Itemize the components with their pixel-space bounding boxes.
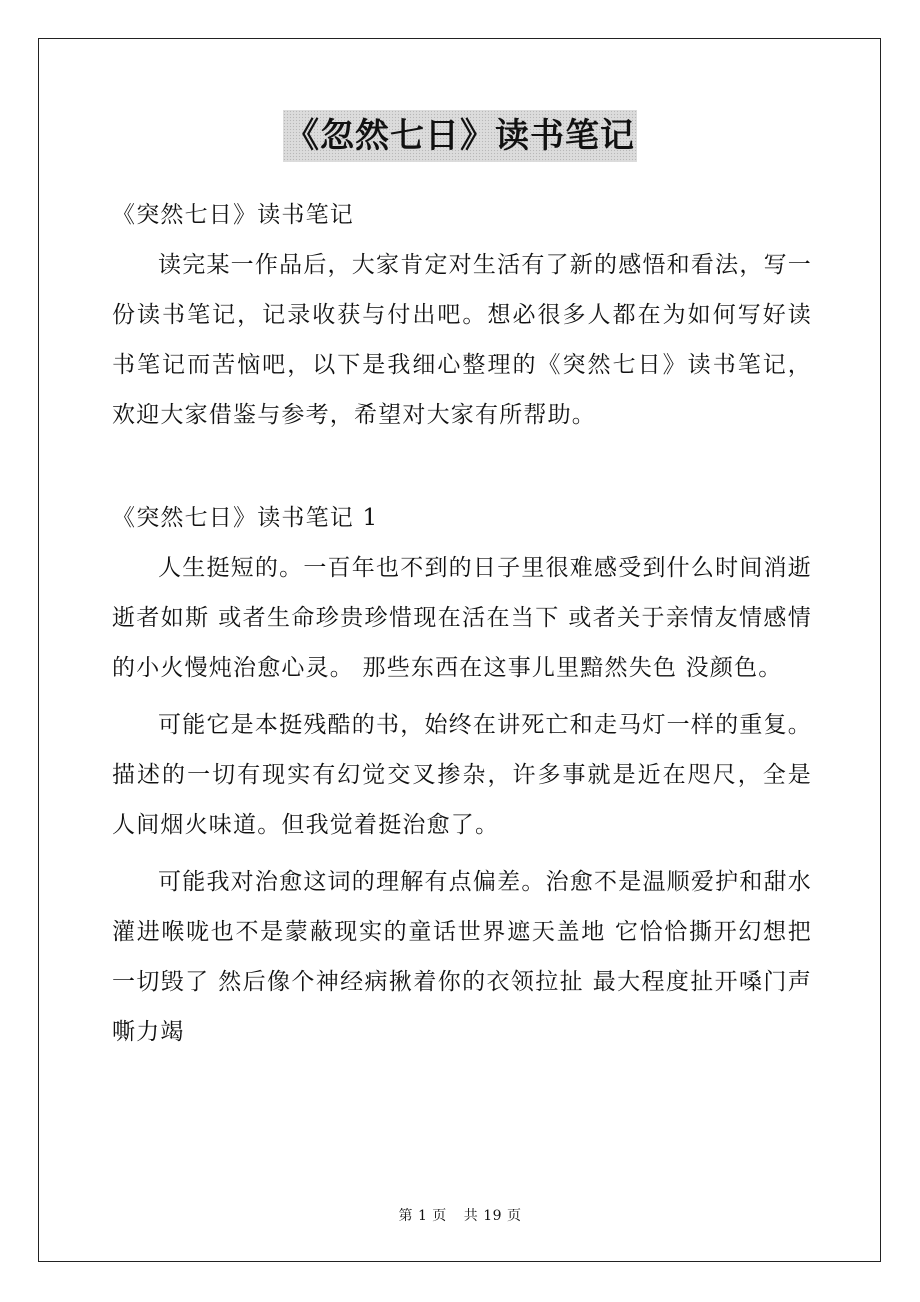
page-total: 共 19 页 [463,1208,522,1224]
page-number: 第 1 页 [398,1208,447,1224]
body-paragraph-2: 可能它是本挺残酷的书，始终在讲死亡和走马灯一样的重复。描述的一切有现实有幻觉交叉掺杂，许多事就是近在咫尺，全是人间烟火味道。但我觉着挺治愈了。 [112,712,812,838]
intro-paragraph: 读完某一作品后，大家肯定对生活有了新的感悟和看法，写一份读书笔记，记录收获与付出吧。想必很多人都在为如何写好读书笔记而苦恼吧，以下是我细心整理的《突然七日》读书笔记，欢迎大家借鉴与参考，希望对大家有所帮助。 [112,252,812,428]
document-body [112,190,812,1057]
paragraph-spacer [112,850,812,857]
title-container [0,110,920,162]
document-title: 《忽然七日》读书笔记 [283,110,637,162]
section-spacer [112,440,812,493]
subtitle: 《突然七日》读书笔记 [112,202,354,228]
body-paragraph-1: 人生挺短的。一百年也不到的日子里很难感受到什么时间消逝逝者如斯 或者生命珍贵珍惜现在活在当下 或者关于亲情友情感情的小火慢炖治愈心灵。 那些东西在这事儿里黯然失色 没颜色。 [112,555,812,681]
paragraph-spacer [112,693,812,700]
body-paragraph-3: 可能我对治愈这词的理解有点偏差。治愈不是温顺爱护和甜水灌进喉咙也不是蒙蔽现实的童话世界遮天盖地 它恰恰撕开幻想把一切毁了 然后像个神经病揪着你的衣领拉扯 最大程度扯开嗓门声嘶力竭 [112,869,812,1045]
page-footer [0,1205,920,1225]
section-heading: 《突然七日》读书笔记 1 [112,505,379,531]
